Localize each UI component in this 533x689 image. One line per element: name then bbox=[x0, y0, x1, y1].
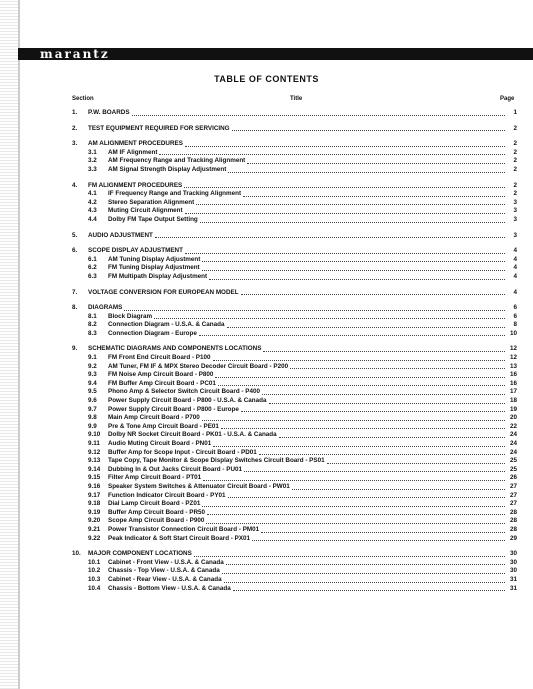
subsection-page: 19 bbox=[509, 405, 517, 413]
dot-leader bbox=[155, 237, 505, 238]
dot-leader bbox=[213, 360, 505, 361]
subsection-label: Tape Copy, Tape Monitor & Scope Display Switches Circuit Board - PS01 bbox=[108, 457, 325, 465]
toc-subsection-row bbox=[72, 397, 517, 406]
dot-leader bbox=[194, 556, 505, 557]
dot-leader bbox=[218, 385, 505, 386]
subsection-page: 28 bbox=[509, 517, 517, 525]
section-page: 2 bbox=[513, 124, 517, 132]
subsection-page: 6 bbox=[513, 312, 517, 320]
subsection-number: 8.1 bbox=[88, 312, 97, 320]
toc-subsection-row bbox=[72, 492, 517, 501]
dot-leader bbox=[263, 351, 505, 352]
toc-subsection-row bbox=[72, 535, 517, 544]
dot-leader bbox=[154, 318, 505, 319]
dot-leader bbox=[261, 532, 505, 533]
section-label: AUDIO ADJUSTMENT bbox=[88, 231, 153, 239]
toc-section-row bbox=[72, 550, 517, 559]
dot-leader bbox=[222, 573, 505, 574]
dot-leader bbox=[241, 294, 505, 295]
section-label: AM ALIGNMENT PROCEDURES bbox=[88, 140, 183, 148]
subsection-number: 8.3 bbox=[88, 329, 97, 337]
section-label: FM ALIGNMENT PROCEDURES bbox=[88, 181, 183, 189]
subsection-number: 3.2 bbox=[88, 157, 97, 165]
subsection-page: 27 bbox=[509, 500, 517, 508]
subsection-label: Dubbing In & Out Jacks Circuit Board - PU01 bbox=[108, 465, 243, 473]
dot-leader bbox=[227, 327, 505, 328]
dot-leader bbox=[244, 471, 505, 472]
dot-leader bbox=[124, 310, 505, 311]
toc-subsection-row bbox=[72, 406, 517, 415]
dot-leader bbox=[184, 187, 505, 188]
dot-leader bbox=[327, 463, 505, 464]
section-page: 2 bbox=[513, 181, 517, 189]
subsection-label: Connection Diagram - U.S.A. & Canada bbox=[108, 321, 225, 329]
toc-subsection-row bbox=[72, 576, 517, 585]
toc-subsection-row bbox=[72, 466, 517, 475]
subsection-label: Pre & Tone Amp Circuit Board - PE01 bbox=[108, 422, 219, 430]
toc-section bbox=[72, 550, 517, 593]
subsection-page: 4 bbox=[513, 264, 517, 272]
subsection-page: 3 bbox=[513, 215, 517, 223]
section-label: SCOPE DISPLAY ADJUSTMENT bbox=[88, 247, 183, 255]
subsection-label: Phono Amp & Selector Switch Circuit Board - P400 bbox=[108, 388, 260, 396]
subsection-label: AM Tuner, FM IF & MPX Stereo Decoder Circuit Board - P200 bbox=[108, 362, 289, 370]
subsection-label: Filter Amp Circuit Board - PT01 bbox=[108, 474, 202, 482]
subsection-label: Chassis - Bottom View - U.S.A. & Canada bbox=[108, 584, 231, 592]
subsection-page: 2 bbox=[513, 190, 517, 198]
toc-subsection-row bbox=[72, 440, 517, 449]
toc-section bbox=[72, 247, 517, 281]
subsection-number: 9.4 bbox=[88, 379, 97, 387]
toc-section-row bbox=[72, 289, 517, 298]
subsection-number: 6.3 bbox=[88, 272, 97, 280]
toc-section-row bbox=[72, 109, 517, 118]
subsection-page: 26 bbox=[509, 474, 517, 482]
section-page: 1 bbox=[513, 109, 517, 116]
subsection-page: 16 bbox=[509, 379, 517, 387]
dot-leader bbox=[185, 253, 505, 254]
subsection-page: 24 bbox=[509, 431, 517, 439]
subsection-number: 10.3 bbox=[88, 575, 101, 583]
toc-section bbox=[72, 125, 517, 134]
subsection-page: 24 bbox=[509, 448, 517, 456]
subsection-number: 4.1 bbox=[88, 190, 97, 198]
subsection-page: 2 bbox=[513, 165, 517, 173]
dot-leader bbox=[202, 420, 505, 421]
subsection-label: IF Frequency Range and Tracking Alignment bbox=[108, 190, 242, 198]
subsection-number: 3.1 bbox=[88, 148, 97, 156]
subsection-label: AM IF Alignment bbox=[108, 148, 158, 156]
brand-logo: marantz bbox=[40, 47, 110, 61]
toc-section bbox=[72, 232, 517, 241]
toc-subsection-row bbox=[72, 567, 517, 576]
subsection-label: Power Supply Circuit Board - P800 - U.S.A. & Canada bbox=[108, 397, 267, 405]
toc-section-row bbox=[72, 182, 517, 191]
subsection-number: 10.2 bbox=[88, 567, 101, 575]
dot-leader bbox=[269, 403, 505, 404]
subsection-page: 20 bbox=[509, 414, 517, 422]
section-page: 6 bbox=[513, 304, 517, 312]
section-label: DIAGRAMS bbox=[88, 304, 123, 312]
subsection-number: 9.8 bbox=[88, 414, 97, 422]
subsection-label: Connection Diagram - Europe bbox=[108, 329, 197, 337]
subsection-label: FM Noise Amp Circuit Board - P800 bbox=[108, 371, 214, 379]
section-number: 5. bbox=[72, 231, 78, 239]
subsection-number: 9.16 bbox=[88, 482, 101, 490]
section-label: TEST EQUIPMENT REQUIRED FOR SERVICING bbox=[88, 124, 230, 132]
dot-leader bbox=[290, 368, 505, 369]
toc-subsection-row bbox=[72, 264, 517, 273]
toc-section bbox=[72, 109, 517, 118]
section-number: 9. bbox=[72, 345, 78, 353]
toc-subsection-row bbox=[72, 483, 517, 492]
subsection-number: 10.4 bbox=[88, 584, 101, 592]
toc-section-row bbox=[72, 304, 517, 313]
toc-section-row bbox=[72, 125, 517, 134]
subsection-number: 9.12 bbox=[88, 448, 101, 456]
section-page: 12 bbox=[509, 345, 517, 353]
column-header-title: Title bbox=[290, 96, 303, 102]
column-header-section: Section bbox=[72, 96, 94, 102]
toc-subsection-row bbox=[72, 585, 517, 594]
scan-edge-line bbox=[18, 0, 20, 689]
dot-leader bbox=[203, 480, 505, 481]
subsection-page: 25 bbox=[509, 457, 517, 465]
toc-subsection-row bbox=[72, 313, 517, 322]
subsection-label: Cabinet - Rear View - U.S.A. & Canada bbox=[108, 575, 222, 583]
subsection-page: 25 bbox=[509, 465, 517, 473]
dot-leader bbox=[209, 279, 505, 280]
section-number: 6. bbox=[72, 247, 78, 255]
toc-subsection-row bbox=[72, 157, 517, 166]
subsection-page: 3 bbox=[513, 207, 517, 215]
dot-leader bbox=[185, 213, 505, 214]
subsection-number: 4.2 bbox=[88, 198, 97, 206]
subsection-page: 8 bbox=[513, 321, 517, 329]
subsection-label: Main Amp Circuit Board - P700 bbox=[108, 414, 200, 422]
subsection-label: Power Supply Circuit Board - P800 - Europe bbox=[108, 405, 239, 413]
subsection-number: 10.1 bbox=[88, 558, 101, 566]
subsection-page: 27 bbox=[509, 482, 517, 490]
subsection-number: 9.14 bbox=[88, 465, 101, 473]
toc-subsection-row bbox=[72, 330, 517, 339]
subsection-page: 2 bbox=[513, 148, 517, 156]
subsection-page: 10 bbox=[509, 329, 517, 337]
dot-leader bbox=[241, 411, 505, 412]
subsection-label: FM Multipath Display Adjustment bbox=[108, 272, 208, 280]
toc-subsection-row bbox=[72, 559, 517, 568]
subsection-number: 9.6 bbox=[88, 397, 97, 405]
dot-leader bbox=[224, 582, 505, 583]
dot-leader bbox=[199, 335, 505, 336]
section-page: 4 bbox=[513, 247, 517, 255]
subsection-page: 27 bbox=[509, 491, 517, 499]
dot-leader bbox=[292, 489, 505, 490]
dot-leader bbox=[226, 564, 505, 565]
section-number: 3. bbox=[72, 140, 78, 148]
toc-section-row bbox=[72, 232, 517, 241]
dot-leader bbox=[252, 540, 505, 541]
dot-leader bbox=[202, 261, 505, 262]
subsection-number: 4.3 bbox=[88, 207, 97, 215]
dot-leader bbox=[196, 204, 505, 205]
subsection-page: 22 bbox=[509, 422, 517, 430]
subsection-page: 3 bbox=[513, 198, 517, 206]
toc-section-row bbox=[72, 140, 517, 149]
dot-leader bbox=[262, 394, 505, 395]
dot-leader bbox=[200, 222, 505, 223]
toc-subsection-row bbox=[72, 457, 517, 466]
subsection-label: AM Tuning Display Adjustment bbox=[108, 255, 201, 263]
section-number: 1. bbox=[72, 109, 78, 116]
subsection-number: 9.3 bbox=[88, 371, 97, 379]
toc-subsection-row bbox=[72, 423, 517, 432]
subsection-label: Function Indicator Circuit Board - PY01 bbox=[108, 491, 226, 499]
subsection-label: Buffer Amp Circuit Board - PR50 bbox=[108, 508, 206, 516]
subsection-page: 29 bbox=[509, 534, 517, 542]
toc-subsection-row bbox=[72, 149, 517, 158]
subsection-label: Stereo Separation Alignment bbox=[108, 198, 195, 206]
subsection-label: FM Front End Circuit Board - P100 bbox=[108, 354, 211, 362]
section-number: 10. bbox=[72, 550, 81, 558]
subsection-label: Speaker System Switches & Attenuator Circuit Board - PW01 bbox=[108, 482, 290, 490]
dot-leader bbox=[228, 172, 505, 173]
dot-leader bbox=[207, 514, 505, 515]
subsection-label: Block Diagram bbox=[108, 312, 153, 320]
section-number: 7. bbox=[72, 288, 78, 296]
section-page: 2 bbox=[513, 140, 517, 148]
subsection-label: Peak Indicator & Soft Start Circuit Board - PX01 bbox=[108, 534, 251, 542]
dot-leader bbox=[243, 196, 505, 197]
subsection-number: 9.5 bbox=[88, 388, 97, 396]
dot-leader bbox=[185, 146, 505, 147]
section-label: SCHEMATIC DIAGRAMS AND COMPONENTS LOCATIONS bbox=[88, 345, 262, 353]
section-number: 2. bbox=[72, 124, 78, 132]
subsection-label: AM Frequency Range and Tracking Alignment bbox=[108, 157, 246, 165]
dot-leader bbox=[259, 454, 505, 455]
subsection-page: 2 bbox=[513, 157, 517, 165]
dot-leader bbox=[279, 437, 505, 438]
dot-leader bbox=[202, 506, 505, 507]
toc-subsection-row bbox=[72, 321, 517, 330]
dot-leader bbox=[202, 270, 505, 271]
section-page: 30 bbox=[509, 550, 517, 558]
dot-leader bbox=[159, 154, 505, 155]
subsection-page: 17 bbox=[509, 388, 517, 396]
subsection-page: 28 bbox=[509, 525, 517, 533]
toc-subsection-row bbox=[72, 273, 517, 282]
toc-subsection-row bbox=[72, 354, 517, 363]
subsection-number: 9.11 bbox=[88, 440, 100, 447]
subsection-page: 18 bbox=[509, 397, 517, 405]
toc-subsection-row bbox=[72, 449, 517, 458]
subsection-label: Dial Lamp Circuit Board - PZ01 bbox=[108, 500, 201, 508]
toc-list bbox=[72, 102, 517, 593]
toc-subsection-row bbox=[72, 474, 517, 483]
subsection-page: 30 bbox=[509, 567, 517, 575]
subsection-page: 16 bbox=[509, 371, 517, 379]
toc-section-row bbox=[72, 247, 517, 256]
subsection-label: Cabinet - Front View - U.S.A. & Canada bbox=[108, 558, 224, 566]
subsection-number: 9.7 bbox=[88, 405, 97, 413]
subsection-number: 9.15 bbox=[88, 474, 101, 482]
subsection-number: 9.20 bbox=[88, 517, 101, 525]
subsection-label: Power Transistor Connection Circuit Board - PM01 bbox=[108, 525, 260, 533]
section-number: 8. bbox=[72, 304, 78, 312]
toc-section-row bbox=[72, 345, 517, 354]
dot-leader bbox=[233, 590, 505, 591]
toc-subsection-row bbox=[72, 500, 517, 509]
subsection-page: 28 bbox=[509, 508, 517, 516]
toc-subsection-row bbox=[72, 207, 517, 216]
toc-subsection-row bbox=[72, 431, 517, 440]
subsection-number: 6.2 bbox=[88, 264, 97, 272]
subsection-page: 4 bbox=[513, 255, 517, 263]
subsection-label: FM Tuning Display Adjustment bbox=[108, 264, 200, 272]
section-page: 4 bbox=[513, 288, 517, 296]
toc-subsection-row bbox=[72, 371, 517, 380]
section-label: VOLTAGE CONVERSION FOR EUROPEAN MODEL bbox=[88, 288, 239, 296]
dot-leader bbox=[213, 446, 505, 447]
subsection-number: 9.18 bbox=[88, 500, 101, 508]
dot-leader bbox=[247, 163, 505, 164]
subsection-page: 13 bbox=[509, 362, 517, 370]
page-title: TABLE OF CONTENTS bbox=[214, 74, 319, 84]
toc-subsection-row bbox=[72, 414, 517, 423]
subsection-number: 8.2 bbox=[88, 321, 97, 329]
toc-subsection-row bbox=[72, 380, 517, 389]
subsection-label: AM Signal Strength Display Adjustment bbox=[108, 165, 227, 173]
subsection-page: 31 bbox=[509, 584, 517, 592]
subsection-label: Scope Amp Circuit Board - P900 bbox=[108, 517, 205, 525]
toc-section bbox=[72, 345, 517, 543]
dot-leader bbox=[215, 377, 505, 378]
toc-section bbox=[72, 289, 517, 298]
subsection-page: 12 bbox=[509, 354, 517, 362]
subsection-label: Buffer Amp for Scope Input - Circuit Board - PD01 bbox=[108, 448, 257, 456]
toc-section bbox=[72, 140, 517, 174]
subsection-number: 3.3 bbox=[88, 165, 97, 173]
subsection-label: Dolby FM Tape Output Setting bbox=[108, 215, 198, 223]
subsection-number: 9.13 bbox=[88, 457, 101, 465]
subsection-number: 9.17 bbox=[88, 491, 101, 499]
section-label: P.W. BOARDS bbox=[88, 109, 130, 116]
toc-subsection-row bbox=[72, 509, 517, 518]
subsection-number: 4.4 bbox=[88, 215, 97, 223]
subsection-number: 9.22 bbox=[88, 534, 101, 542]
subsection-page: 30 bbox=[509, 558, 517, 566]
subsection-page: 31 bbox=[509, 575, 517, 583]
toc-subsection-row bbox=[72, 363, 517, 372]
toc-subsection-row bbox=[72, 517, 517, 526]
subsection-number: 6.1 bbox=[88, 255, 97, 263]
subsection-number: 9.10 bbox=[88, 431, 101, 439]
subsection-page: 24 bbox=[509, 440, 517, 447]
column-header-page: Page bbox=[500, 96, 515, 102]
toc-subsection-row bbox=[72, 526, 517, 535]
subsection-number: 9.1 bbox=[88, 354, 97, 362]
subsection-number: 9.21 bbox=[88, 525, 101, 533]
section-label: MAJOR COMPONENT LOCATIONS bbox=[88, 550, 192, 558]
toc-subsection-row bbox=[72, 388, 517, 397]
subsection-label: Muting Circuit Alignment bbox=[108, 207, 183, 215]
subsection-number: 9.9 bbox=[88, 422, 97, 430]
section-number: 4. bbox=[72, 181, 78, 189]
toc-subsection-row bbox=[72, 190, 517, 199]
dot-leader bbox=[228, 497, 505, 498]
scan-edge bbox=[0, 0, 18, 689]
toc-section bbox=[72, 304, 517, 338]
subsection-label: Dolby NR Socket Circuit Board - PK01 - U.S.A. & Canada bbox=[108, 431, 277, 439]
dot-leader bbox=[206, 523, 505, 524]
subsection-page: 4 bbox=[513, 272, 517, 280]
subsection-label: Audio Muting Circuit Board - PN01 bbox=[108, 440, 212, 447]
section-page: 3 bbox=[513, 231, 517, 239]
toc-subsection-row bbox=[72, 256, 517, 265]
subsection-label: Chassis - Top View - U.S.A. & Canada bbox=[108, 567, 220, 575]
subsection-label: FM Buffer Amp Circuit Board - PC01 bbox=[108, 379, 216, 387]
dot-leader bbox=[221, 428, 505, 429]
toc-subsection-row bbox=[72, 166, 517, 175]
toc-subsection-row bbox=[72, 216, 517, 225]
toc-subsection-row bbox=[72, 199, 517, 208]
toc-section bbox=[72, 182, 517, 225]
subsection-number: 9.19 bbox=[88, 508, 101, 516]
subsection-number: 9.2 bbox=[88, 362, 97, 370]
dot-leader bbox=[232, 130, 505, 131]
dot-leader bbox=[132, 115, 505, 116]
